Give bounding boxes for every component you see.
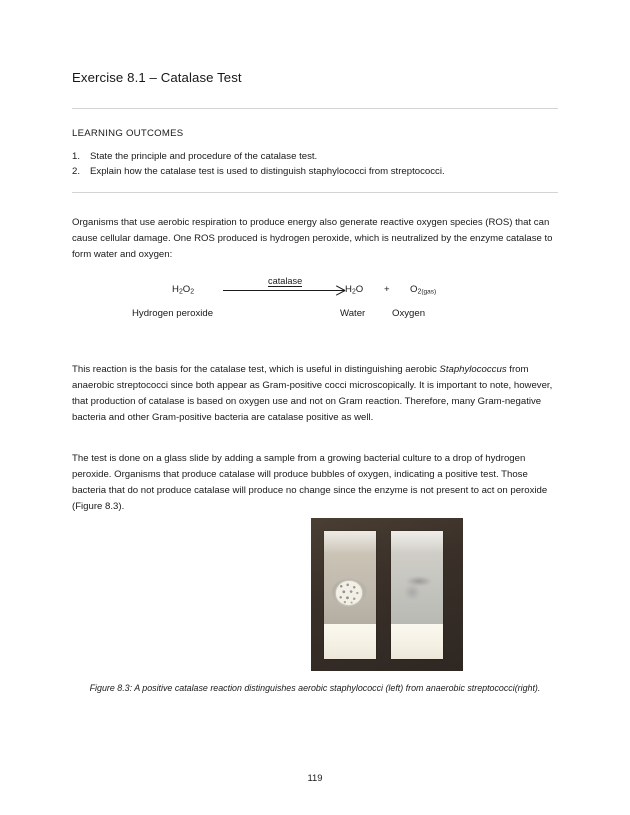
- reaction-arrow-group: [223, 276, 353, 302]
- slide-positive-catalase: [324, 531, 376, 659]
- oxygen-bubbles: [336, 581, 362, 605]
- divider-top: [72, 108, 558, 109]
- water-h: H: [345, 284, 352, 295]
- clear-sample-area: [397, 571, 437, 605]
- list-item-number: 1.: [72, 151, 81, 162]
- list-item: [72, 149, 558, 164]
- oxygen-sub-2: 2: [417, 288, 422, 296]
- list-item-number: 2.: [72, 166, 81, 177]
- body-text-part1: This reaction is the basis for the catalase test, which is useful in distinguishing aerobic: [72, 363, 440, 375]
- page-title: Exercise 8.1 – Catalase Test: [72, 70, 242, 85]
- genus-name-italic: Staphylococcus: [439, 363, 507, 375]
- arrow-line-icon: [223, 290, 345, 291]
- list-item: [72, 164, 558, 179]
- oxygen-state-label: (gas): [421, 288, 437, 296]
- equation-product-oxygen: [410, 284, 436, 296]
- reactant-sub-2: 2: [178, 288, 183, 296]
- divider-below-outcomes: [72, 192, 558, 193]
- learning-outcomes-heading: LEARNING OUTCOMES: [72, 128, 184, 139]
- procedure-paragraph: The test is done on a glass slide by adding a sample from a growing bacterial culture to a drop of hydrogen peroxide. Organisms that produce catalase will produce bubbles of oxygen, indicating a positive test. Those bacteria that do not produce catalase will produce no change since the enzyme is not present to act on peroxide (Figure 8.3).: [72, 452, 548, 513]
- slide-frosted-end: [324, 624, 376, 659]
- reactant-h: H: [172, 284, 179, 295]
- body-text-part2: from anaerobic streptococci since both appear as Gram-positive cocci microscopically. It is important to note, however, that production of catalase is based on oxygen use and not on Gram reaction. Therefore, many Gram-negative bacteria and other Gram-positive bacteria are catalase positive as well.: [72, 363, 553, 424]
- figure-photo: [311, 518, 463, 671]
- figure-caption-line2: streptococci(right).: [467, 683, 541, 693]
- slide-negative-catalase: [391, 531, 443, 659]
- chemical-equation: [72, 276, 558, 328]
- list-item-text: State the principle and procedure of the catalase test.: [90, 151, 318, 162]
- intro-paragraph: Organisms that use aerobic respiration to produce energy also generate reactive oxygen species (ROS) that can cause cellular damage. One ROS produced is hydrogen peroxide, which is neutralized by the enzyme catalase to form water and oxygen:: [72, 216, 553, 260]
- oxygen-name-label: Oxygen: [392, 308, 426, 319]
- water-name-label: Water: [340, 308, 366, 319]
- water-o: O: [355, 284, 364, 295]
- slide-sheen: [391, 531, 443, 553]
- reactant-name-label: Hydrogen peroxide: [132, 308, 214, 319]
- body-paragraph: [72, 362, 558, 427]
- reactant-sub-2b: 2: [190, 288, 195, 296]
- slide-sheen: [324, 531, 376, 553]
- oxygen-o: O: [410, 284, 418, 295]
- figure-caption: [86, 681, 544, 696]
- page-number: 119: [307, 772, 323, 783]
- figure-caption-line1: Figure 8.3: A positive catalase reaction distinguishes aerobic staphylococci (left) from anaerobic: [89, 683, 465, 693]
- equation-product-water: [345, 284, 363, 296]
- enzyme-label: catalase: [268, 276, 303, 286]
- equation-reactant: [172, 284, 194, 296]
- slide-frosted-end: [391, 624, 443, 659]
- learning-outcomes-list: [72, 149, 558, 179]
- water-sub-2: 2: [351, 288, 356, 296]
- list-item-text: Explain how the catalase test is used to distinguish staphylococci from streptococci.: [90, 166, 445, 177]
- reactant-o: O: [182, 284, 191, 295]
- equation-plus-sign: +: [384, 284, 390, 295]
